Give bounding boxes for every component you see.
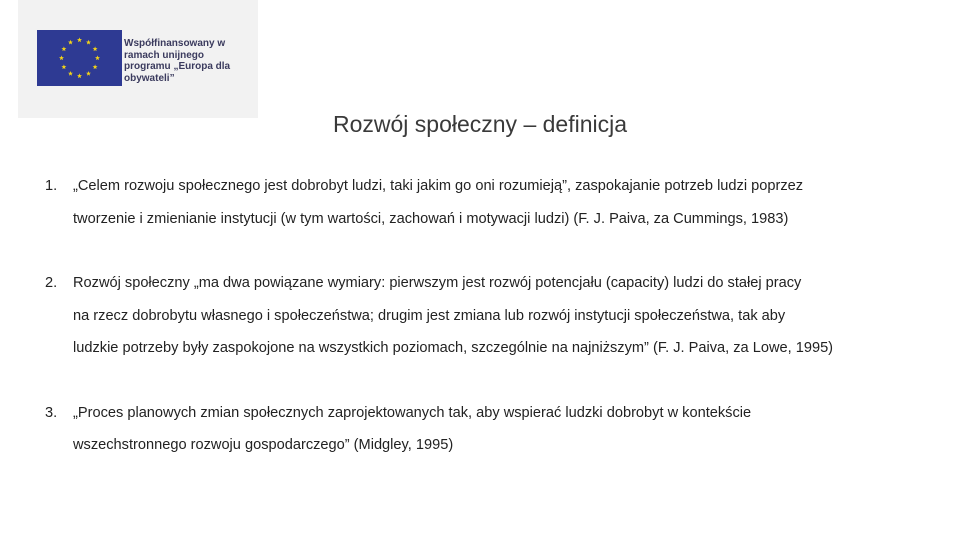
slide-title-container (0, 111, 960, 138)
logo-caption-line: ramach unijnego (124, 49, 205, 61)
list-item (45, 170, 935, 235)
eu-cofinancing-logo (18, 0, 258, 118)
eu-flag-icon (37, 30, 122, 86)
list-item (45, 267, 935, 365)
list-item-text: wszechstronnego rozwoju gospodarczego” (Midgley, 1995) (73, 437, 454, 453)
logo-caption-line: programu „Europa dla (124, 61, 231, 72)
list-item-text: tworzenie i zmienianie instytucji (w tym wartości, zachowań i motywacji ludzi) (F. J. Paiva, za Cummings, 1983) (73, 210, 789, 227)
list-item-number: 1. (45, 178, 58, 194)
logo-caption-line: obywateli” (124, 72, 175, 84)
logo-caption (124, 38, 254, 84)
list-item-text: na rzecz dobrobytu własnego i społeczeństwa; drugim jest zmiana lub rozwój instytucji społeczeństwa, tak aby (73, 307, 786, 324)
logo-caption-line: Współfinansowany w (124, 38, 226, 49)
list-item-text: ludzkie potrzeby były zaspokojone na wszystkich poziomach, szczególnie na najniższym” (F. J. Paiva, za Lowe, 1995) (73, 340, 834, 356)
list-item (45, 397, 935, 462)
slide-title: Rozwój społeczny – definicja (332, 111, 628, 137)
list-item-number: 2. (45, 275, 58, 291)
definitions-list (45, 170, 935, 462)
list-item-text: Rozwój społeczny „ma dwa powiązane wymiary: pierwszym jest rozwój potencjału (capacity) ludzi do stałej pracy (73, 275, 802, 291)
list-item-number: 3. (45, 404, 58, 421)
list-item-text: „Celem rozwoju społecznego jest dobrobyt ludzi, taki jakim go oni rozumieją”, zaspokajanie potrzeb ludzi poprzez (73, 178, 804, 194)
list-item-text: „Proces planowych zmian społecznych zaprojektowanych tak, aby wspierać ludzki dobrobyt w kontekście (73, 404, 752, 421)
